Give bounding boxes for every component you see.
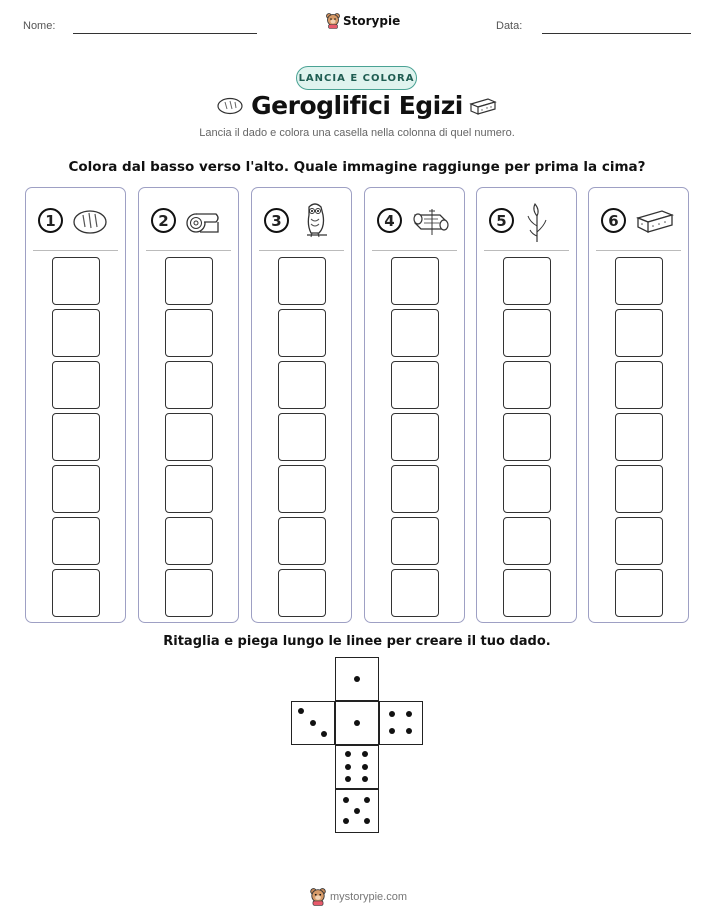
dice-pip [406,728,412,734]
color-box[interactable] [52,257,100,305]
bread-icon [71,205,109,239]
column-header [601,205,681,241]
color-box[interactable] [615,413,663,461]
column-3 [251,187,352,623]
dice-pip [362,751,368,757]
color-box[interactable] [52,361,100,409]
color-box[interactable] [52,465,100,513]
dice-pip [321,731,327,737]
column-number: 4 [377,208,402,233]
brand-logo [326,13,400,29]
color-box[interactable] [503,517,551,565]
dice-pip [354,676,360,682]
bear-mascot-icon [326,13,340,29]
footer-url: mystorypie.com [330,891,408,903]
color-box[interactable] [165,309,213,357]
color-box[interactable] [391,257,439,305]
color-box[interactable] [391,361,439,409]
coloring-instruction: Colora dal basso verso l'alto. Quale immagine raggiunge per prima la cima? [68,159,646,175]
dice-face-1 [335,701,379,745]
dice-pip [362,776,368,782]
color-box[interactable] [503,257,551,305]
color-box[interactable] [615,257,663,305]
dice-pip [343,818,349,824]
date-line[interactable] [542,33,691,34]
column-divider [33,250,118,251]
column-divider [146,250,231,251]
bear-mascot-icon [310,888,326,906]
column-header [377,205,457,241]
column-number: 5 [489,208,514,233]
dice-pip [298,708,304,714]
column-divider [259,250,344,251]
dice-face-1 [335,657,379,701]
color-box[interactable] [615,309,663,357]
column-header [151,205,231,241]
color-box[interactable] [615,361,663,409]
color-box[interactable] [278,569,326,617]
column-divider [372,250,457,251]
dice-pip [310,720,316,726]
page-subtitle: Lancia il dado e colora una casella nella colonna di quel numero. [199,127,515,139]
activity-badge: LANCIA E COLORA [296,66,417,90]
color-box[interactable] [52,413,100,461]
dice-instruction: Ritaglia e piega lungo le linee per creare il tuo dado. [163,634,551,649]
color-box[interactable] [391,569,439,617]
color-box[interactable] [165,517,213,565]
color-box[interactable] [391,517,439,565]
color-box[interactable] [391,309,439,357]
dice-pip [354,720,360,726]
column-header [489,205,569,241]
dice-pip [345,764,351,770]
column-number: 1 [38,208,63,233]
dice-pip [354,808,360,814]
dice-pip [389,728,395,734]
page-title: Geroglifici Egizi [251,91,463,120]
color-box[interactable] [503,361,551,409]
name-label: Nome: [23,20,56,32]
name-line[interactable] [73,33,257,34]
color-box[interactable] [615,569,663,617]
footer [310,888,407,906]
color-box[interactable] [278,309,326,357]
dice-pip [343,797,349,803]
brick-icon [634,205,676,239]
dice-pip [345,776,351,782]
color-box[interactable] [165,257,213,305]
color-box[interactable] [278,413,326,461]
column-header [38,205,118,241]
column-divider [484,250,569,251]
dice-face-4 [379,701,423,745]
reed-plant-icon [522,202,552,244]
dice-pip [406,711,412,717]
column-5 [476,187,577,623]
color-box[interactable] [278,465,326,513]
brick-icon [468,96,498,116]
dice-face-5 [335,789,379,833]
color-box[interactable] [503,569,551,617]
dice-pip [362,764,368,770]
dice-pip [389,711,395,717]
color-box[interactable] [165,413,213,461]
column-4 [364,187,465,623]
color-box[interactable] [391,465,439,513]
color-box[interactable] [278,361,326,409]
color-box[interactable] [503,309,551,357]
column-divider [596,250,681,251]
color-box[interactable] [52,309,100,357]
column-number: 6 [601,208,626,233]
color-box[interactable] [52,569,100,617]
column-number: 2 [151,208,176,233]
column-2 [138,187,239,623]
dice-pip [345,751,351,757]
color-box[interactable] [278,257,326,305]
color-box[interactable] [615,465,663,513]
color-box[interactable] [165,569,213,617]
color-box[interactable] [165,361,213,409]
papyrus-scroll-icon [410,205,452,239]
column-6 [588,187,689,623]
dice-face-6 [335,745,379,789]
dice-pip [364,797,370,803]
column-header [264,205,344,241]
column-1 [25,187,126,623]
owl-icon [297,201,335,241]
brand-name: Storypie [343,14,401,28]
color-box[interactable] [503,465,551,513]
dice-face-3 [291,701,335,745]
column-number: 3 [264,208,289,233]
color-box[interactable] [615,517,663,565]
color-box[interactable] [52,517,100,565]
date-label: Data: [496,20,523,32]
cloth-roll-icon [184,205,222,239]
dice-pip [364,818,370,824]
color-box[interactable] [503,413,551,461]
color-box[interactable] [278,517,326,565]
color-box[interactable] [165,465,213,513]
color-box[interactable] [391,413,439,461]
